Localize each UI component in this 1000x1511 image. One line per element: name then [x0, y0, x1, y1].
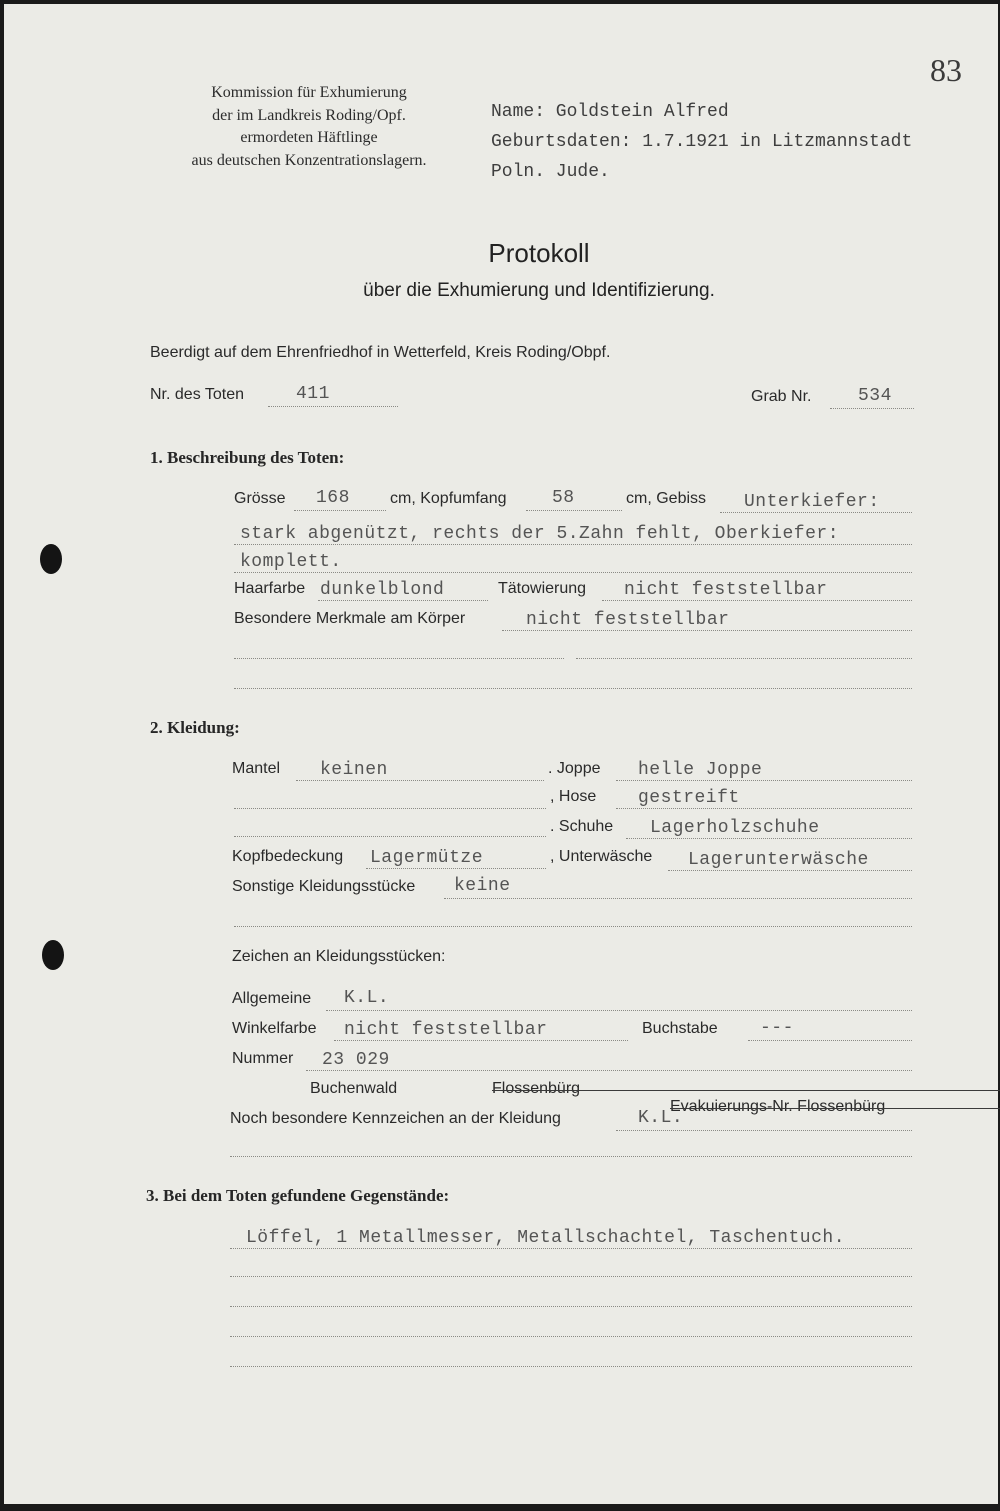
commission-line-2: der im Landkreis Roding/Opf. [212, 106, 406, 124]
letter-line [748, 1040, 912, 1041]
blank-line-2d [230, 1156, 912, 1157]
blank-line-2b [234, 836, 546, 837]
tattoo-label: Tätowierung [498, 580, 587, 597]
section-2-heading: 2. Kleidung: [150, 718, 240, 737]
blank-line-3d [230, 1366, 912, 1367]
blank-line-1b [576, 658, 912, 659]
further-marks-value: K.L. [638, 1108, 684, 1128]
letter-value: --- [760, 1018, 794, 1038]
hair-value: dunkelblond [320, 580, 445, 600]
blank-line-3c [230, 1336, 912, 1337]
teeth-line-3 [234, 572, 912, 573]
teeth-value-1: Unterkiefer: [744, 492, 880, 512]
signs-label: Zeichen an Kleidungsstücken: [232, 948, 446, 965]
dead-number-value: 411 [296, 384, 330, 404]
shoes-line [626, 838, 912, 839]
other-clothing-value: keine [454, 876, 511, 896]
items-line [230, 1248, 912, 1249]
angle-color-label: Winkelfarbe [232, 1020, 317, 1037]
trousers-value: gestreift [638, 788, 740, 808]
document-page [4, 4, 998, 1504]
evacuation-number-struck: Evakuierungs-Nr. Flossenbürg [670, 1098, 1000, 1116]
headwear-value: Lagermütze [370, 848, 484, 868]
blank-line-1a [234, 658, 564, 659]
commission-line-4: aus deutschen Konzentrationslagern. [191, 151, 427, 169]
typed-name: Name: Goldstein Alfred [491, 102, 729, 122]
burial-line: Beerdigt auf dem Ehrenfriedhof in Wetterfeld, Kreis Roding/Obpf. [150, 344, 611, 361]
coat-line [296, 780, 544, 781]
jacket-label: . Joppe [548, 760, 601, 777]
dead-number-label: Nr. des Toten [150, 386, 244, 403]
items-value: Löffel, 1 Metallmesser, Metallschachtel, Taschentuch. [246, 1228, 845, 1248]
marks-label: Besondere Merkmale am Körper [234, 610, 466, 627]
number-label: Nummer [232, 1050, 294, 1067]
grave-label: Grab Nr. [751, 388, 812, 405]
hair-line [318, 600, 488, 601]
headwear-label: Kopfbedeckung [232, 848, 344, 865]
tattoo-line [602, 600, 912, 601]
commission-line-1: Kommission für Exhumierung [211, 84, 407, 101]
blank-line-3b [230, 1306, 912, 1307]
jacket-value: helle Joppe [638, 760, 763, 780]
underwear-line [668, 870, 912, 871]
tattoo-value: nicht feststellbar [624, 580, 828, 600]
jacket-line [616, 780, 912, 781]
section-1-heading: 1. Beschreibung des Toten: [150, 448, 345, 467]
number-line [306, 1070, 912, 1071]
angle-color-value: nicht feststellbar [344, 1020, 548, 1040]
document-subtitle: über die Exhumierung und Identifizierung. [363, 280, 715, 301]
hair-label: Haarfarbe [234, 580, 306, 597]
camp-flossenbuerg-struck: Flossenbürg [492, 1080, 1000, 1098]
blank-line-2c [234, 926, 912, 927]
head-value: 58 [552, 488, 575, 508]
camp-buchenwald: Buchenwald [310, 1080, 398, 1097]
coat-value: keinen [320, 760, 388, 780]
teeth-value-2: stark abgenützt, rechts der 5.Zahn fehlt, Oberkiefer: [240, 524, 839, 544]
section-3-heading: 3. Bei dem Toten gefundene Gegenstände: [146, 1186, 450, 1205]
grave-line [830, 408, 914, 409]
teeth-value-3: komplett. [240, 552, 342, 572]
punch-hole-top [40, 544, 62, 574]
underwear-value: Lagerunterwäsche [688, 850, 869, 870]
blank-line-1c [234, 688, 912, 689]
teeth-line-1 [720, 512, 912, 513]
punch-hole-bottom [42, 940, 64, 970]
shoes-label: . Schuhe [550, 818, 614, 835]
general-value: K.L. [344, 988, 390, 1008]
letter-label: Buchstabe [642, 1020, 718, 1037]
grave-value: 534 [858, 386, 892, 406]
dead-number-line [268, 406, 398, 407]
trousers-label: , Hose [550, 788, 597, 805]
general-line [326, 1010, 912, 1011]
further-marks-label: Noch besondere Kennzeichen an der Kleidung [230, 1110, 561, 1127]
head-line [526, 510, 622, 511]
underwear-label: , Unterwäsche [550, 848, 653, 865]
teeth-line-2 [234, 544, 912, 545]
other-clothing-line [444, 898, 912, 899]
height-value: 168 [316, 488, 350, 508]
angle-color-line [334, 1040, 628, 1041]
general-label: Allgemeine [232, 990, 312, 1007]
marks-value: nicht feststellbar [526, 610, 730, 630]
commission-line-3: ermordeten Häftlinge [240, 129, 378, 146]
typed-birth-data: Geburtsdaten: 1.7.1921 in Litzmannstadt [491, 132, 913, 152]
page-number: 83 [930, 52, 962, 88]
headwear-line [366, 868, 546, 869]
other-clothing-label: Sonstige Kleidungsstücke [232, 878, 416, 895]
blank-line-3a [230, 1276, 912, 1277]
trousers-line [616, 808, 912, 809]
coat-label: Mantel [232, 760, 281, 777]
further-marks-line [616, 1130, 912, 1131]
blank-line-2a [234, 808, 546, 809]
height-line [294, 510, 386, 511]
shoes-value: Lagerholzschuhe [650, 818, 820, 838]
height-label: Grösse [234, 490, 286, 507]
document-title: Protokoll [488, 238, 590, 268]
marks-line [502, 630, 912, 631]
number-value: 23 029 [322, 1050, 390, 1070]
commission-header [154, 82, 464, 172]
cm-head-label: cm, Kopfumfang [390, 490, 507, 507]
typed-origin: Poln. Jude. [491, 162, 610, 182]
cm-teeth-label: cm, Gebiss [626, 490, 707, 507]
